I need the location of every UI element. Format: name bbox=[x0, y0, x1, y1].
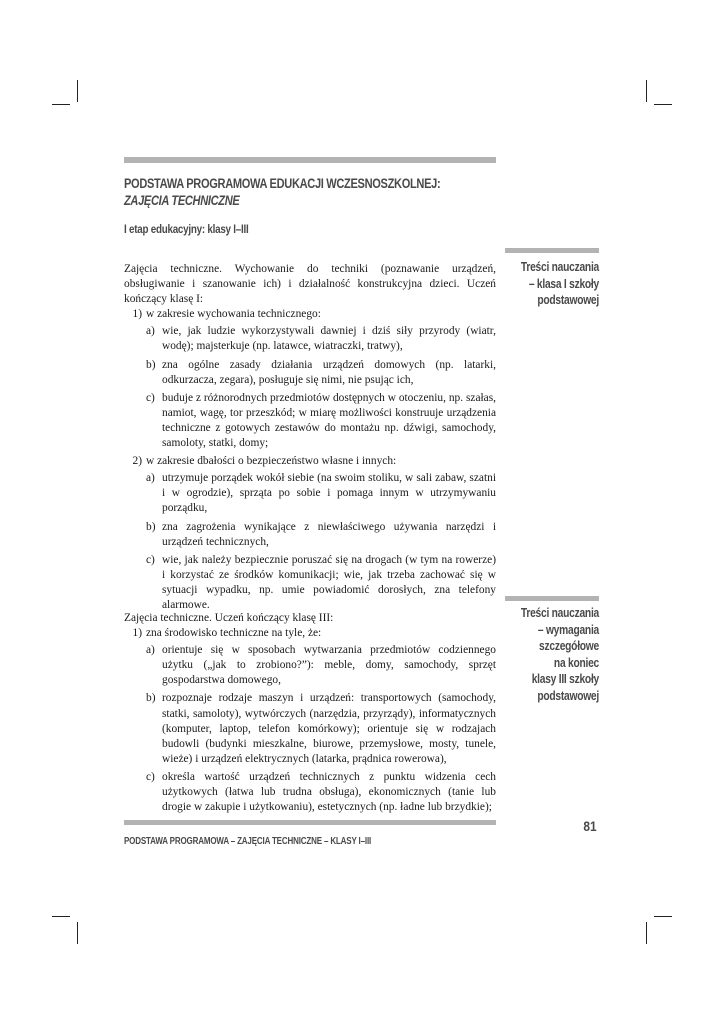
crop-mark bbox=[77, 80, 78, 102]
section-1-intro: Zajęcia techniczne. Wychowanie do techniki (poznawanie urządzeń, obsługiwanie i szanowanie ich) i działalność konstrukcyjna dzieci. Uczeń kończący klasę I: bbox=[124, 263, 496, 306]
title-line-2: ZAJĘCIA TECHNICZNE bbox=[124, 193, 240, 208]
education-stage-subtitle: I etap edukacyjny: klasy I–III bbox=[124, 222, 249, 236]
side-rule-1 bbox=[505, 248, 599, 253]
sub-list-item: b) zna ogólne zasady działania urządzeń domowych (np. latarki, odkurzacza, zegara), posługuje się nimi, nie psując ich, bbox=[146, 358, 496, 386]
page-number: 81 bbox=[583, 818, 597, 834]
crop-mark bbox=[654, 104, 672, 105]
sub-list-item: a) wie, jak ludzie wykorzystywali dawniej i dziś siły przyrody (wiatr, wodę); majsterkuje (np. latawce, wiatraczki, tratwy), bbox=[146, 325, 496, 353]
list-item: 2) w zakresie dbałości o bezpieczeństwo własne i innych: bbox=[132, 455, 397, 468]
header-rule bbox=[124, 157, 496, 163]
sub-list-item: b) zna zagrożenia wynikające z niewłaściwego używania narzędzi i urządzeń technicznych, bbox=[146, 520, 496, 548]
running-footer: PODSTAWA PROGRAMOWA – ZAJĘCIA TECHNICZNE – KLASY I–III bbox=[124, 836, 372, 847]
list-item: 1) zna środowisko techniczne na tyle, że: bbox=[132, 627, 322, 640]
list-item: 1) w zakresie wychowania technicznego: bbox=[132, 308, 321, 321]
section-2-intro: Zajęcia techniczne. Uczeń kończący klasę III: bbox=[124, 612, 334, 624]
footer-rule bbox=[124, 820, 496, 825]
sub-list-item: c) wie, jak należy bezpiecznie poruszać się na drogach (w tym na rowerze) i korzystać ze środków komunikacji; wie, jak trzeba zachować się w sytuacji wypadku, np. umie powiadomić dorosłych, zna telefony alarmowe. bbox=[146, 553, 496, 611]
crop-mark bbox=[646, 922, 647, 944]
sub-list-item: c) określa wartość urządzeń technicznych z punktu widzenia cech użytkowych (łatwa lub trudna obsługa), ekonomicznych (tanie lub drogie w zakupie i użytkowaniu), estetycznych (np. ładne lub brzydkie); bbox=[146, 770, 496, 814]
crop-mark bbox=[52, 104, 70, 105]
side-label-2: Treści nauczania – wymagania szczegółowe na koniec klasy III szkoły podstawowej bbox=[520, 606, 599, 703]
document-title bbox=[124, 175, 509, 209]
crop-mark bbox=[654, 916, 672, 917]
crop-mark bbox=[77, 922, 78, 944]
title-line-1: PODSTAWA PROGRAMOWA EDUKACJI WCZESNOSZKOLNEJ: bbox=[124, 176, 441, 191]
section-2-content bbox=[124, 611, 496, 818]
sub-list-item: b) rozpoznaje rodzaje maszyn i urządzeń: transportowych (samochody, statki, samoloty), wytwórczych (narzędzia, przyrządy), informatycznych (komputer, laptop, telefon komórkowy); orientuje się w rodzajach budowli (budynki mieszkalne, biurowe, przemysłowe, mosty, tunele, wieże) i urządzeń elektrycznych (latarka, prądnica rowerowa), bbox=[146, 692, 496, 765]
sub-list-item: c) buduje z różnorodnych przedmiotów dostępnych w otoczeniu, np. szałas, namiot, wagę, tor przeszkód; w miarę możliwości konstruuje urządzenia techniczne z gotowych zestawów do montażu np. dźwigi, samochody, samoloty, statki, domy; bbox=[146, 391, 496, 450]
crop-mark bbox=[646, 80, 647, 102]
crop-mark bbox=[52, 916, 70, 917]
side-label-1: Treści nauczania – klasa I szkoły podstawowej bbox=[520, 260, 599, 307]
side-rule-2 bbox=[505, 596, 599, 601]
section-1-content bbox=[124, 262, 496, 616]
sub-list-item: a) utrzymuje porządek wokół siebie (na swoim stoliku, w sali zabaw, szatni i w ogrodzie), sprząta po sobie i pomaga innym w utrzymywaniu porządku, bbox=[146, 472, 496, 515]
sub-list-item: a) orientuje się w sposobach wytwarzania przedmiotów codziennego użytku („jak to zrobiono?”): meble, domy, samochody, sprzęt gospodarstwa domowego, bbox=[146, 644, 496, 687]
